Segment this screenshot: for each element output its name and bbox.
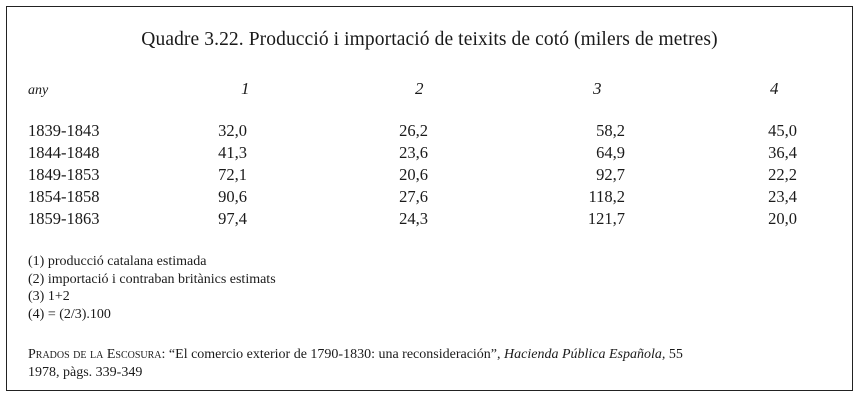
cell-col-4: 23,4 (768, 187, 797, 206)
cell-col-2: 20,6 (399, 165, 428, 184)
cell-col-4: 22,2 (768, 165, 797, 184)
cell-col-2: 26,2 (399, 121, 428, 140)
table-row (7, 142, 852, 164)
cell-year: 1859-1863 (28, 209, 100, 228)
cell-col-4: 20,0 (768, 209, 797, 228)
table-title: Quadre 3.22. Producció i importació de teixits de cotó (milers de metres) (141, 29, 718, 50)
source-quote: “El comercio exterior de 1790-1830: una reconsideración”, (168, 347, 501, 362)
cell-col-3: 92,7 (596, 165, 625, 184)
cell-col-4: 36,4 (768, 143, 797, 162)
header-col-4: 4 (770, 79, 779, 98)
cell-col-1: 90,6 (218, 187, 247, 206)
cell-col-1: 32,0 (218, 121, 247, 140)
cell-year: 1839-1843 (28, 121, 100, 140)
note-3: (3) 1+2 (28, 289, 70, 304)
cell-col-2: 23,6 (399, 143, 428, 162)
cell-col-3: 121,7 (587, 209, 625, 228)
source-author: Prados de la Escosura: (28, 347, 166, 362)
table-row (7, 120, 852, 142)
header-col-3: 3 (593, 79, 602, 98)
source-details: 1978, pàgs. 339-349 (28, 365, 143, 380)
table-body (7, 120, 852, 230)
note-1: (1) producció catalana estimada (28, 254, 207, 269)
cell-year: 1844-1848 (28, 143, 100, 162)
note-2: (2) importació i contraban britànics estimats (28, 271, 276, 287)
table-notes (28, 253, 276, 323)
cell-col-3: 118,2 (588, 187, 625, 206)
cell-year: 1854-1858 (28, 187, 100, 206)
cell-year: 1849-1853 (28, 165, 100, 184)
source-journal: Hacienda Pública Española, (504, 347, 666, 362)
header-col-1: 1 (241, 79, 250, 98)
cell-col-4: 45,0 (768, 121, 797, 140)
source-volume: 55 (668, 347, 683, 362)
cell-col-3: 64,9 (596, 143, 625, 162)
cell-col-3: 58,2 (596, 121, 625, 140)
table-row (7, 208, 852, 230)
cell-col-1: 97,4 (218, 209, 247, 228)
header-any: any (28, 83, 49, 98)
cell-col-1: 41,3 (218, 143, 247, 162)
source-citation (28, 346, 838, 382)
header-col-2: 2 (415, 79, 424, 98)
cell-col-2: 27,6 (399, 187, 428, 206)
cell-col-1: 72,1 (218, 165, 247, 184)
table-row (7, 164, 852, 186)
cell-col-2: 24,3 (399, 209, 428, 228)
table-frame (6, 6, 853, 391)
table-row (7, 186, 852, 208)
note-4: (4) = (2/3).100 (28, 306, 111, 322)
